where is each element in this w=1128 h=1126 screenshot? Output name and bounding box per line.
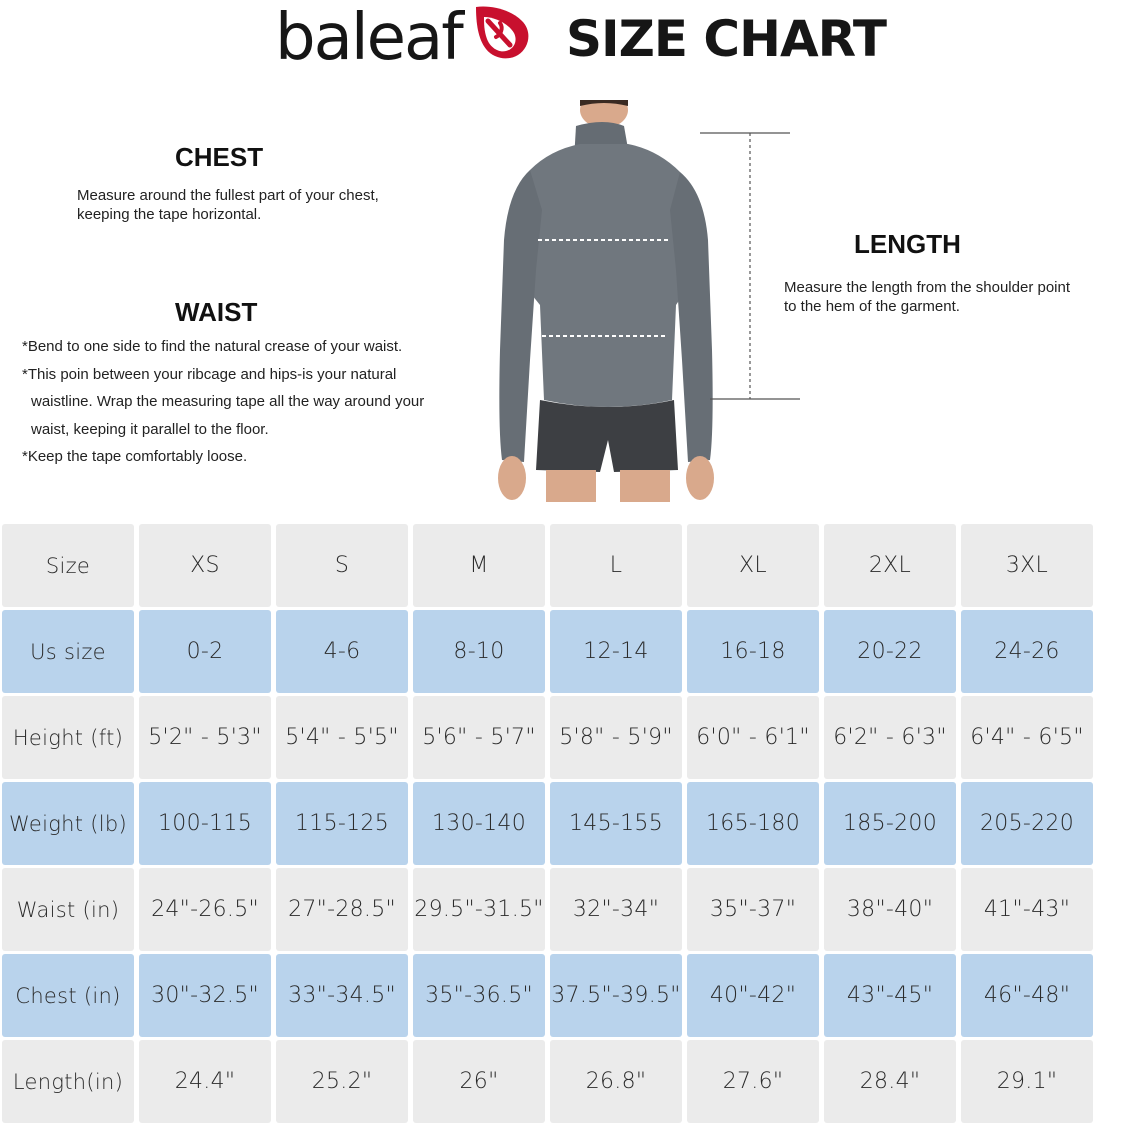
table-cell: 29.1" (961, 1040, 1093, 1123)
table-cell: 100-115 (139, 782, 271, 865)
table-cell: 25.2" (276, 1040, 408, 1123)
table-cell: 30"-32.5" (139, 954, 271, 1037)
table-cell: 24.4" (139, 1040, 271, 1123)
chest-heading: CHEST (175, 142, 264, 172)
table-cell: 38"-40" (824, 868, 956, 951)
table-cell: 165-180 (687, 782, 819, 865)
table-row (2, 1040, 1093, 1123)
size-table (0, 521, 1098, 1126)
length-heading: LENGTH (854, 229, 961, 259)
table-cell: 32"-34" (550, 868, 682, 951)
row-label: Length(in) (2, 1040, 134, 1123)
waist-step: *Bend to one side to find the natural crease of your waist. (22, 338, 403, 355)
table-cell: 0-2 (139, 610, 271, 693)
waist-step: *Keep the tape comfortably loose. (22, 448, 248, 465)
table-cell: 24-26 (961, 610, 1093, 693)
table-cell: 130-140 (413, 782, 545, 865)
table-cell: 145-155 (550, 782, 682, 865)
table-cell: 27"-28.5" (276, 868, 408, 951)
length-description: Measure the length from the shoulder point to the hem of the garment. (784, 279, 1071, 315)
table-row (2, 782, 1093, 865)
table-cell: 185-200 (824, 782, 956, 865)
table-cell: 40"-42" (687, 954, 819, 1037)
chest-description: Measure around the fullest part of your chest, keeping the tape horizontal. (77, 187, 379, 223)
table-cell: 8-10 (413, 610, 545, 693)
waist-heading: WAIST (175, 297, 258, 327)
table-cell: 43"-45" (824, 954, 956, 1037)
table-cell: 46"-48" (961, 954, 1093, 1037)
table-cell: 5'8" - 5'9" (550, 696, 682, 779)
leaf-logo-icon (470, 3, 536, 63)
waist-instructions (22, 333, 452, 471)
row-label: Height (ft) (2, 696, 134, 779)
page-title: SIZE CHART (566, 10, 887, 68)
table-cell: L (550, 524, 682, 607)
table-cell: 29.5"-31.5" (413, 868, 545, 951)
table-cell: 6'4" - 6'5" (961, 696, 1093, 779)
table-cell: 205-220 (961, 782, 1093, 865)
table-cell: 35"-37" (687, 868, 819, 951)
row-label: Size (2, 524, 134, 607)
table-cell: 26.8" (550, 1040, 682, 1123)
table-cell: 26" (413, 1040, 545, 1123)
table-cell: 16-18 (687, 610, 819, 693)
table-cell: 6'2" - 6'3" (824, 696, 956, 779)
table-cell: 37.5"-39.5" (550, 954, 682, 1037)
table-row (2, 954, 1093, 1037)
table-cell: 41"-43" (961, 868, 1093, 951)
table-cell: 33"-34.5" (276, 954, 408, 1037)
table-row (2, 524, 1093, 607)
table-cell: 27.6" (687, 1040, 819, 1123)
row-label: Us size (2, 610, 134, 693)
table-cell: 28.4" (824, 1040, 956, 1123)
table-row (2, 610, 1093, 693)
table-cell: 5'2" - 5'3" (139, 696, 271, 779)
table-cell: XL (687, 524, 819, 607)
table-cell: 20-22 (824, 610, 956, 693)
table-cell: XS (139, 524, 271, 607)
table-cell: 24"-26.5" (139, 868, 271, 951)
length-marker (695, 130, 805, 402)
row-label: Weight (lb) (2, 782, 134, 865)
model-figure (490, 100, 730, 502)
table-cell: 5'6" - 5'7" (413, 696, 545, 779)
table-cell: 6'0" - 6'1" (687, 696, 819, 779)
table-cell: S (276, 524, 408, 607)
table-cell: 3XL (961, 524, 1093, 607)
table-cell: M (413, 524, 545, 607)
table-row (2, 868, 1093, 951)
table-cell: 5'4" - 5'5" (276, 696, 408, 779)
table-cell: 115-125 (276, 782, 408, 865)
table-cell: 35"-36.5" (413, 954, 545, 1037)
waist-step: *This poin between your ribcage and hips-is your natural waistline. Wrap the measuring tape all the way around your waist, keeping it parallel to the floor. (22, 365, 425, 438)
brand-wordmark: baleaf (275, 1, 462, 75)
table-cell: 4-6 (276, 610, 408, 693)
row-label: Waist (in) (2, 868, 134, 951)
row-label: Chest (in) (2, 954, 134, 1037)
table-cell: 2XL (824, 524, 956, 607)
table-row (2, 696, 1093, 779)
table-cell: 12-14 (550, 610, 682, 693)
size-table-body (2, 524, 1093, 1123)
